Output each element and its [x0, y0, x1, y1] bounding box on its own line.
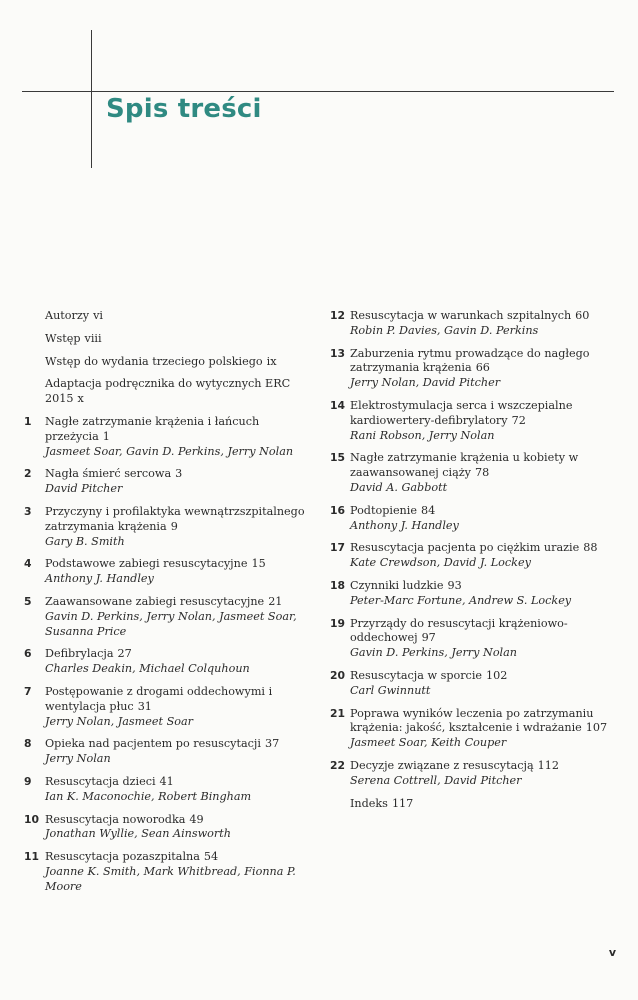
entry-title-line — [350, 541, 620, 556]
chapter-authors: Anthony J. Handley — [350, 518, 459, 532]
toc-entry[interactable] — [24, 850, 314, 894]
chapter-number: 15 — [330, 451, 346, 465]
entry-text — [350, 707, 620, 751]
chapter-page: 9 — [170, 519, 178, 533]
chapter-page: 102 — [486, 668, 508, 682]
chapter-number: 6 — [24, 647, 32, 661]
entry-title-line — [350, 707, 620, 737]
entry-text — [45, 355, 314, 370]
chapter-page: 31 — [137, 699, 152, 713]
chapter-page: 41 — [159, 774, 174, 788]
chapter-number: 17 — [330, 541, 346, 555]
entry-title-line — [45, 775, 314, 790]
chapter-number — [24, 309, 45, 324]
chapter-title: Zaawansowane zabiegi resuscytacyjne — [45, 594, 265, 608]
entry-text — [45, 415, 314, 459]
toc-entry[interactable] — [330, 309, 620, 339]
chapter-number — [24, 377, 45, 407]
chapter-page: 27 — [117, 647, 132, 661]
entry-title-line — [45, 355, 314, 370]
chapter-number: 22 — [330, 758, 346, 772]
toc-left-column — [24, 309, 314, 903]
entry-title-line — [45, 813, 314, 828]
chapter-number: 13 — [330, 346, 346, 360]
chapter-page: 37 — [264, 737, 280, 751]
chapter-title: Adaptacja podręcznika do wytycznych ERC 2015 — [45, 377, 291, 406]
toc-entry[interactable] — [24, 557, 314, 587]
chapter-title: Wstęp — [45, 331, 81, 345]
chapter-authors: Rani Robson, Jerry Nolan — [350, 428, 495, 442]
chapter-title: Zaburzenia rytmu prowadzące do nagłego zatrzymania krążenia — [350, 346, 590, 375]
chapter-page: 93 — [447, 578, 462, 592]
chapter-page: 97 — [421, 631, 436, 645]
chapter-number: 18 — [330, 578, 346, 592]
chapter-authors: Carl Gwinnutt — [350, 683, 431, 697]
entry-text — [350, 347, 620, 391]
toc-entry[interactable] — [330, 707, 620, 751]
chapter-authors: Gavin D. Perkins, Jerry Nolan — [350, 646, 518, 660]
page-title: Spis treści — [106, 94, 262, 124]
entry-title-line — [45, 309, 314, 324]
entry-text — [45, 813, 314, 843]
entry-text — [45, 647, 314, 677]
toc-entry[interactable] — [24, 415, 314, 459]
header-vertical-rule — [91, 30, 92, 168]
toc-entry[interactable] — [330, 541, 620, 571]
entry-title-line — [45, 377, 314, 407]
entry-title-line — [350, 759, 620, 774]
entry-title-line — [350, 504, 620, 519]
chapter-number: 8 — [24, 737, 32, 751]
toc-entry[interactable] — [330, 797, 620, 812]
toc-entry[interactable] — [24, 685, 314, 729]
chapter-title: Resuscytacja noworodka — [45, 812, 186, 826]
entry-text — [350, 541, 620, 571]
chapter-authors: Robin P. Davies, Gavin D. Perkins — [350, 323, 539, 337]
chapter-number — [24, 332, 45, 347]
chapter-number: 1 — [24, 414, 32, 428]
chapter-title: Poprawa wyników leczenia po zatrzymaniu krążenia: jakość, kształcenie i wdrażanie — [350, 706, 594, 735]
chapter-title: Czynniki ludzkie — [350, 578, 444, 592]
entry-title-line — [45, 647, 314, 662]
chapter-title: Elektrostymulacja serca i wszczepialne kardiowertery-defibrylatory — [350, 398, 573, 427]
chapter-authors: Jerry Nolan, David Pitcher — [350, 376, 501, 390]
chapter-page: 21 — [268, 594, 283, 608]
chapter-authors: David Pitcher — [45, 482, 123, 496]
toc-entry[interactable] — [330, 451, 620, 495]
chapter-number: 4 — [24, 557, 32, 571]
chapter-number: 5 — [24, 594, 32, 608]
chapter-authors: Peter-Marc Fortune, Andrew S. Lockey — [350, 593, 572, 607]
entry-title-line — [350, 451, 620, 481]
chapter-title: Nagłe zatrzymanie krążenia u kobiety w zaawansowanej ciąży — [350, 451, 579, 480]
chapter-authors: Jasmeet Soar, Gavin D. Perkins, Jerry Nolan — [45, 444, 294, 458]
entry-title-line — [350, 797, 620, 812]
chapter-page: ix — [266, 354, 277, 368]
chapter-page: 112 — [537, 758, 560, 772]
chapter-title: Autorzy — [45, 309, 90, 322]
toc-entry[interactable] — [24, 332, 314, 347]
chapter-page: 78 — [475, 466, 490, 480]
chapter-number: 7 — [24, 684, 32, 698]
toc-entry[interactable] — [24, 505, 314, 549]
toc-entry[interactable] — [330, 617, 620, 661]
chapter-number — [330, 797, 350, 812]
chapter-title: Przyczyny i profilaktyka wewnątrzszpitalnego zatrzymania krążenia — [45, 504, 305, 533]
entry-title-line — [45, 685, 314, 715]
entry-text — [45, 309, 314, 324]
chapter-title: Resuscytacja pacjenta po ciężkim urazie — [350, 541, 580, 555]
chapter-authors: Jerry Nolan — [45, 752, 111, 766]
chapter-number: 16 — [330, 503, 346, 517]
chapter-authors: Kate Crewdson, David J. Lockey — [350, 556, 531, 570]
chapter-title: Przyrządy do resuscytacji krążeniowo-oddechowej — [350, 616, 568, 645]
toc-entry[interactable] — [24, 595, 314, 639]
entry-text — [350, 399, 620, 443]
entry-title-line — [45, 467, 314, 482]
chapter-page: 66 — [475, 361, 490, 375]
chapter-authors: Ian K. Maconochie, Robert Bingham — [45, 789, 252, 803]
entry-title-line — [45, 595, 314, 610]
chapter-page: 60 — [575, 309, 590, 322]
entry-text — [45, 557, 314, 587]
toc-entry[interactable] — [330, 504, 620, 534]
chapter-number: 9 — [24, 774, 32, 788]
chapter-title: Nagła śmierć sercowa — [45, 467, 172, 481]
entry-text — [45, 685, 314, 729]
entry-text — [350, 579, 620, 609]
entry-title-line — [45, 415, 314, 445]
chapter-title: Opieka nad pacjentem po resuscytacji — [45, 737, 261, 751]
chapter-authors: David A. Gabbott — [350, 480, 448, 494]
chapter-title: Podtopienie — [350, 503, 417, 517]
chapter-page: 88 — [583, 541, 598, 555]
chapter-page: 117 — [391, 796, 414, 810]
chapter-authors: Anthony J. Handley — [45, 572, 154, 586]
chapter-number: 2 — [24, 467, 32, 481]
chapter-title: Wstęp do wydania trzeciego polskiego — [45, 354, 263, 368]
entry-text — [350, 797, 620, 812]
entry-title-line — [350, 579, 620, 594]
entry-title-line — [350, 617, 620, 647]
chapter-number: 11 — [24, 850, 40, 864]
chapter-number: 14 — [330, 398, 346, 412]
toc-entry[interactable] — [24, 647, 314, 677]
chapter-page: vi — [93, 309, 103, 322]
chapter-number: 12 — [330, 309, 346, 322]
chapter-number — [24, 355, 45, 370]
chapter-title: Resuscytacja w sporcie — [350, 668, 483, 682]
chapter-page: viii — [84, 331, 102, 345]
toc-entry[interactable] — [330, 579, 620, 609]
entry-title-line — [45, 557, 314, 572]
entry-text — [45, 737, 314, 767]
chapter-number: 10 — [24, 812, 40, 826]
chapter-page: 3 — [175, 467, 183, 481]
chapter-title: Postępowanie z drogami oddechowymi i wentylacja płuc — [45, 684, 273, 713]
entry-text — [45, 775, 314, 805]
chapter-page: 84 — [420, 503, 436, 517]
chapter-authors: Charles Deakin, Michael Colquhoun — [45, 662, 250, 676]
toc-entry[interactable] — [330, 399, 620, 443]
entry-text — [350, 451, 620, 495]
chapter-authors: Serena Cottrell, David Pitcher — [350, 773, 522, 787]
toc-entry[interactable] — [24, 309, 314, 324]
entry-text — [350, 669, 620, 699]
toc-entry[interactable] — [24, 775, 314, 805]
chapter-title: Resuscytacja dzieci — [45, 774, 156, 788]
chapter-title: Decyzje związane z resuscytacją — [350, 758, 534, 772]
chapter-page: 54 — [203, 850, 219, 864]
entry-title-line — [350, 399, 620, 429]
entry-text — [45, 595, 314, 639]
chapter-title: Indeks — [350, 796, 388, 810]
entry-text — [45, 505, 314, 549]
entry-title-line — [350, 347, 620, 377]
entry-text — [45, 850, 314, 894]
entry-title-line — [350, 309, 620, 324]
chapter-authors: Jerry Nolan, Jasmeet Soar — [45, 714, 193, 728]
chapter-authors: Jasmeet Soar, Keith Couper — [350, 736, 507, 750]
chapter-number: 19 — [330, 616, 346, 630]
toc-entry[interactable] — [24, 737, 314, 767]
chapter-title: Defibrylacja — [45, 647, 114, 661]
entry-text — [350, 309, 620, 339]
chapter-number: 3 — [24, 504, 32, 518]
entry-title-line — [45, 505, 314, 535]
chapter-page: 15 — [251, 557, 266, 571]
toc-entry[interactable] — [24, 467, 314, 497]
toc-entry[interactable] — [24, 813, 314, 843]
chapter-number: 20 — [330, 668, 346, 682]
toc-entry[interactable] — [24, 355, 314, 370]
chapter-authors: Gavin D. Perkins, Jerry Nolan, Jasmeet Soar, Susanna Price — [45, 609, 297, 638]
chapter-authors: Gary B. Smith — [45, 534, 125, 548]
entry-title-line — [45, 332, 314, 347]
entry-title-line — [45, 737, 314, 752]
entry-text — [45, 332, 314, 347]
chapter-page: 72 — [511, 413, 526, 427]
toc-right-column — [330, 309, 620, 819]
entry-title-line — [350, 669, 620, 684]
chapter-page: 107 — [585, 721, 608, 735]
toc-entry[interactable] — [330, 347, 620, 391]
entry-text — [350, 759, 620, 789]
chapter-number: 21 — [330, 706, 346, 720]
chapter-page: 1 — [102, 429, 110, 443]
chapter-title: Nagłe zatrzymanie krążenia i łańcuch przeżycia — [45, 414, 260, 443]
toc-entry[interactable] — [24, 377, 314, 407]
entry-text — [350, 617, 620, 661]
entry-title-line — [45, 850, 314, 865]
chapter-title: Resuscytacja pozaszpitalna — [45, 850, 200, 864]
chapter-page: 49 — [189, 812, 204, 826]
chapter-title: Podstawowe zabiegi resuscytacyjne — [45, 557, 248, 571]
toc-entry[interactable] — [330, 669, 620, 699]
page-number: v — [608, 946, 616, 959]
toc-entry[interactable] — [330, 759, 620, 789]
chapter-title: Resuscytacja w warunkach szpitalnych — [350, 309, 572, 322]
chapter-authors: Jonathan Wyllie, Sean Ainsworth — [45, 827, 231, 841]
header-horizontal-rule — [22, 91, 614, 92]
chapter-page: x — [77, 392, 84, 406]
entry-text — [45, 377, 314, 407]
entry-text — [45, 467, 314, 497]
chapter-authors: Joanne K. Smith, Mark Whitbread, Fionna P. Moore — [45, 864, 296, 893]
entry-text — [350, 504, 620, 534]
